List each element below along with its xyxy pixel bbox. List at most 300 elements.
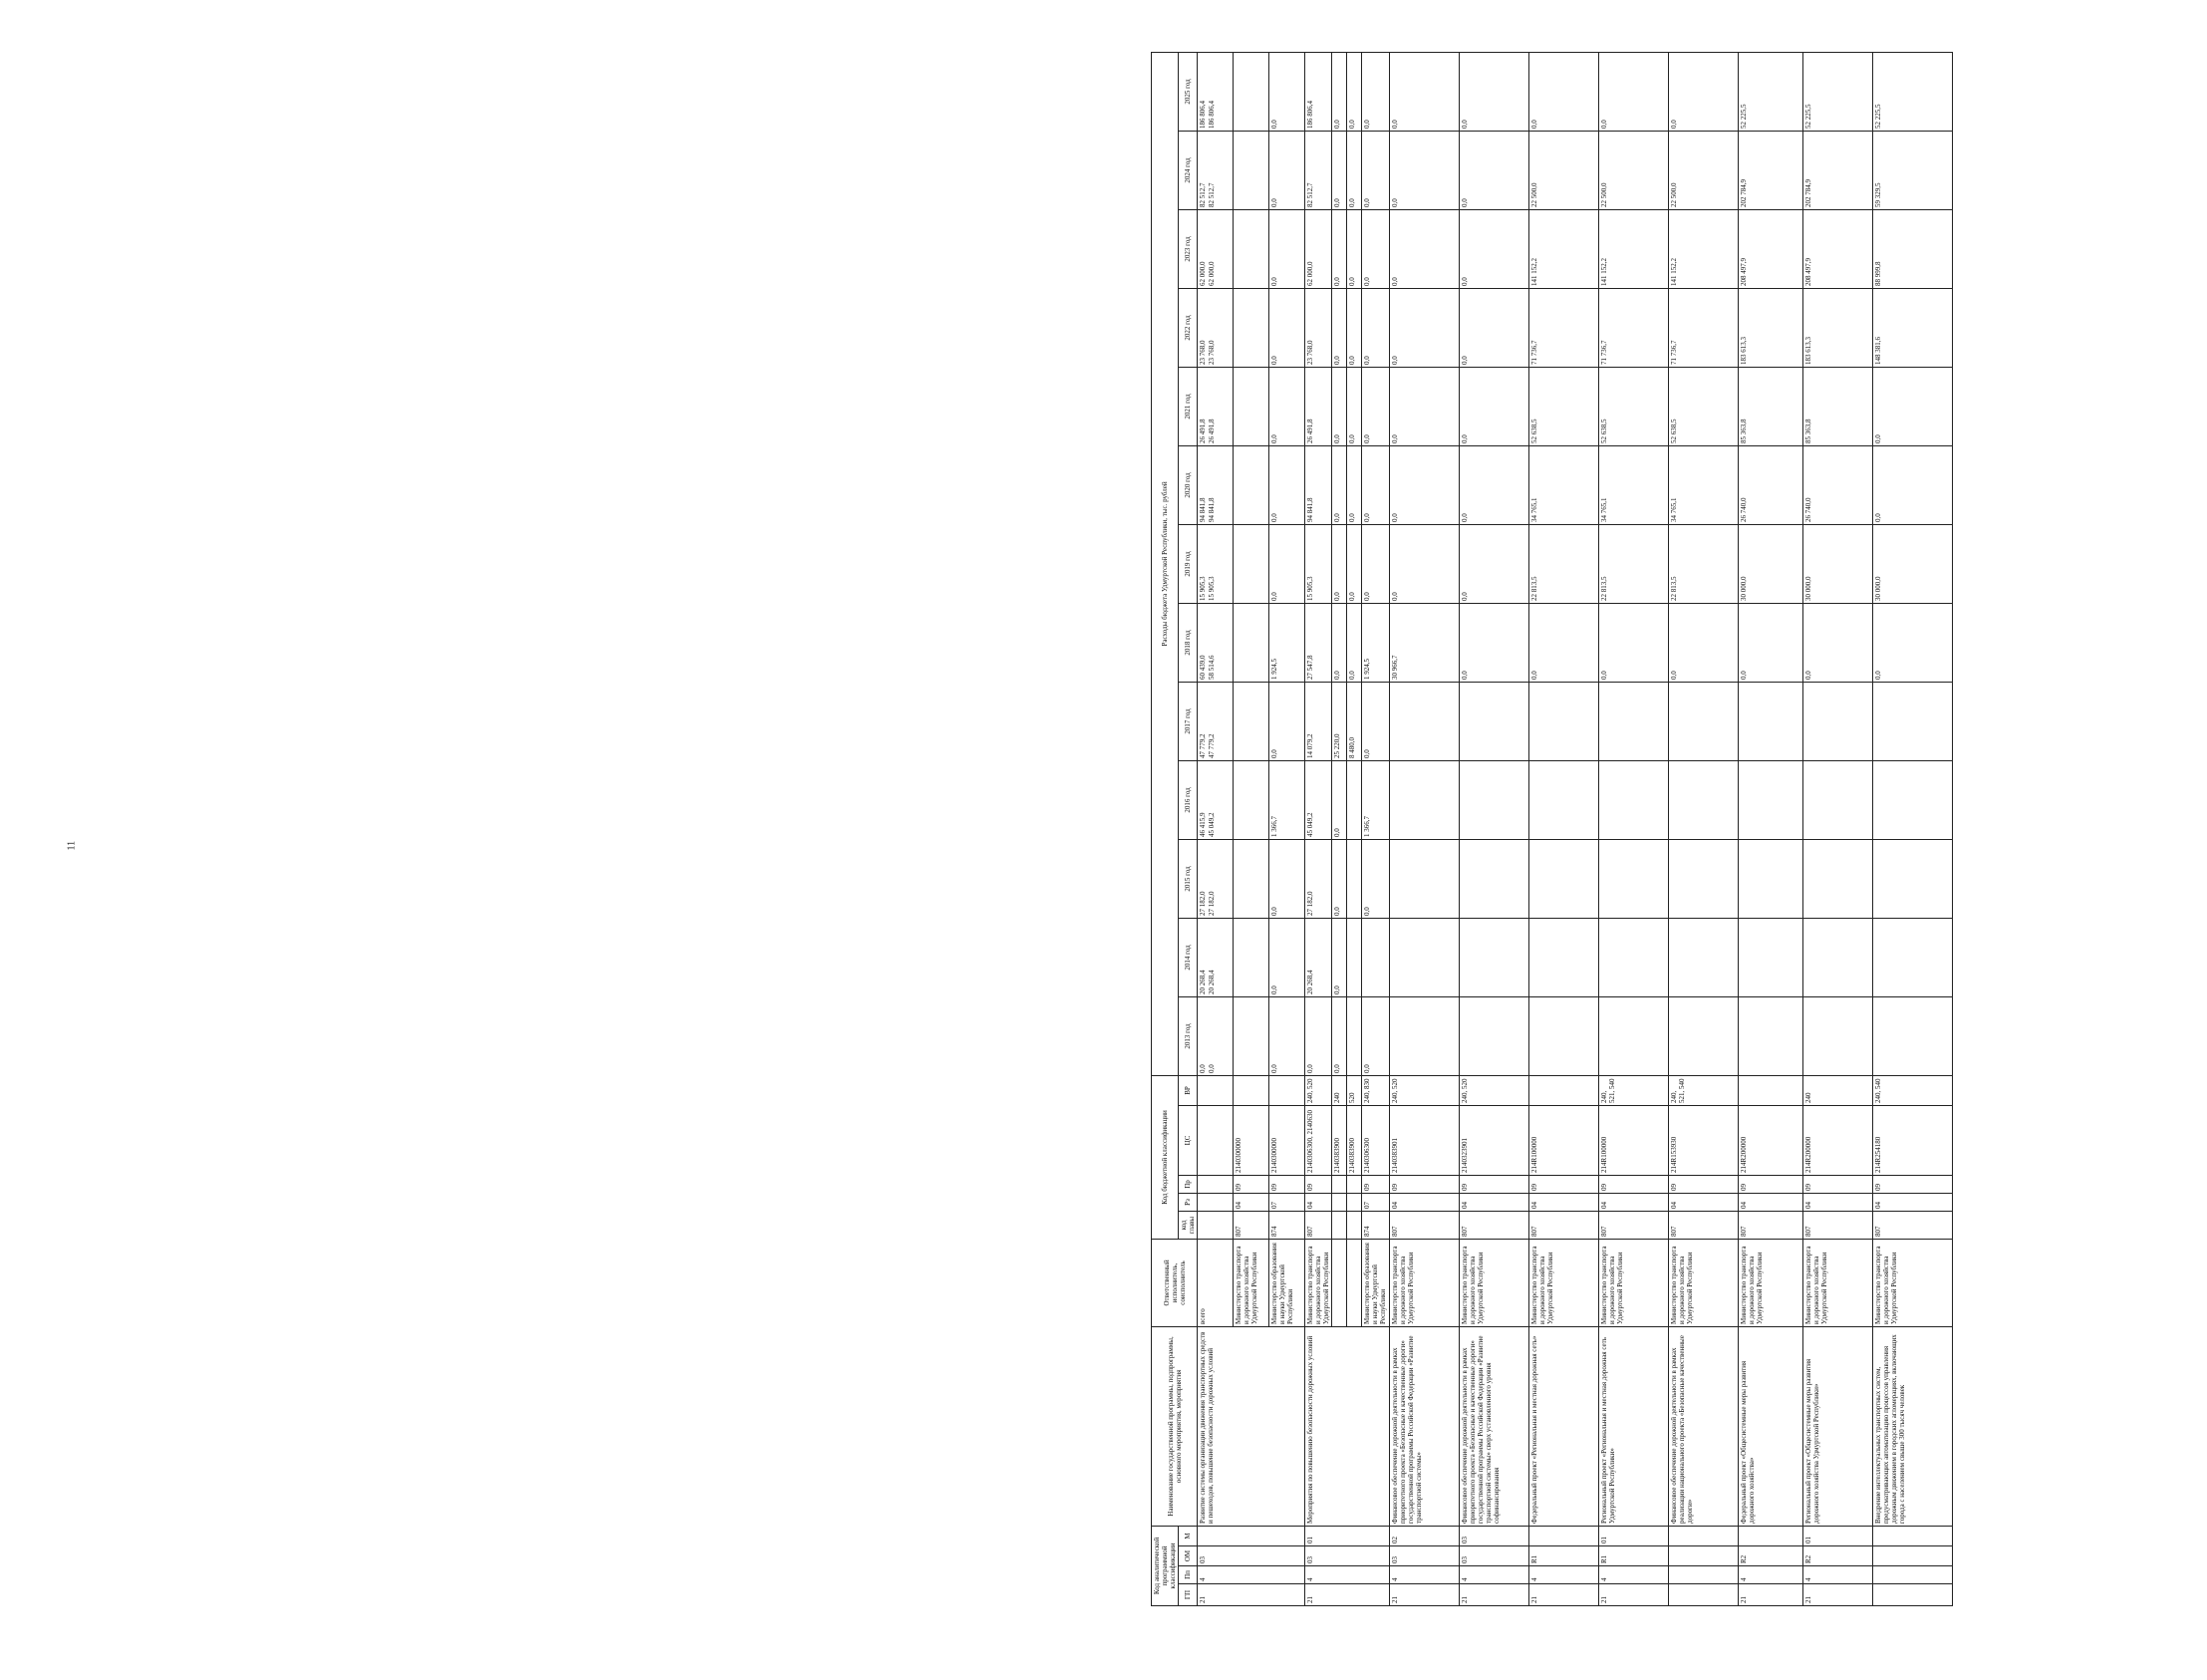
pp-cell: 4: [1198, 1566, 1305, 1584]
executor-cell: всего: [1198, 1239, 1234, 1326]
value-line: 0,0: [1390, 592, 1399, 601]
value-line: 26 491,8: [1306, 419, 1315, 443]
value-cell: [1332, 367, 1347, 445]
value-line: 0,0: [1348, 356, 1357, 365]
value-cell: [1802, 52, 1872, 131]
value-cell: [1598, 760, 1668, 839]
value-line: 0,0: [1333, 985, 1342, 994]
year-header: 2017 год: [1179, 682, 1198, 760]
value-line: 0,0: [1599, 120, 1608, 129]
value-cell: [1389, 52, 1459, 131]
value-cell: [1269, 996, 1305, 1075]
value-cell: [1234, 445, 1269, 524]
year-header: 2015 год: [1179, 839, 1198, 918]
value-cell: [1198, 996, 1234, 1075]
value-line: 71 736,7: [1529, 340, 1538, 365]
value-cell: [1269, 524, 1305, 603]
value-line: 0,0: [1363, 434, 1372, 443]
value-cell: [1459, 996, 1528, 1075]
value-line: 22 500,0: [1669, 182, 1678, 207]
cs-cell: 214R100000: [1598, 1105, 1668, 1175]
value-cell: [1269, 445, 1305, 524]
value-line: 0,0: [1599, 671, 1608, 680]
value-cell: [1269, 760, 1305, 839]
value-line: 23 768,0: [1207, 340, 1216, 365]
cs-cell: 2140383901: [1389, 1105, 1459, 1175]
value-cell: [1738, 131, 1802, 209]
value-line: 0,0: [1460, 513, 1469, 522]
value-cell: [1198, 367, 1234, 445]
gp-cell: 21: [1198, 1584, 1305, 1606]
pp-cell: 4: [1738, 1566, 1802, 1584]
value-line: 0,0: [1333, 277, 1342, 286]
rz-cell: 04: [1738, 1193, 1802, 1211]
value-cell: [1362, 288, 1389, 367]
executor-cell: Министерство транспорта и дорожного хозяйства Удмуртской Республики: [1872, 1239, 1952, 1326]
value-cell: [1802, 918, 1872, 996]
value-cell: [1528, 524, 1598, 603]
om-cell: [1668, 1546, 1738, 1566]
value-line: 0,0: [1333, 513, 1342, 522]
value-cell: [1459, 918, 1528, 996]
value-cell: [1269, 367, 1305, 445]
value-line: 46 415,9: [1199, 812, 1208, 837]
glava-cell: 807: [1305, 1211, 1332, 1239]
vr-cell: [1738, 1075, 1802, 1105]
value-cell: [1459, 760, 1528, 839]
value-line: 0,0: [1460, 277, 1469, 286]
value-line: 82 512,7: [1306, 182, 1315, 207]
pr-cell: 09: [1269, 1175, 1305, 1193]
executor-header: Ответственный исполнитель, соисполнитель: [1152, 1239, 1198, 1326]
value-cell: [1459, 209, 1528, 288]
value-line: 0,0: [1363, 356, 1372, 365]
value-line: 0,0: [1348, 120, 1357, 129]
value-cell: [1738, 839, 1802, 918]
value-line: 8 480,0: [1348, 736, 1357, 758]
cs-cell: 2140300000: [1269, 1105, 1305, 1175]
value-cell: [1528, 52, 1598, 131]
pr-cell: [1332, 1175, 1347, 1193]
value-cell: [1305, 839, 1332, 918]
value-line: 0,0: [1270, 434, 1279, 443]
value-cell: [1738, 445, 1802, 524]
value-cell: [1872, 918, 1952, 996]
value-cell: [1362, 209, 1389, 288]
rz-cell: 04: [1234, 1193, 1269, 1211]
value-line: 0,0: [1363, 198, 1372, 207]
value-cell: [1668, 445, 1738, 524]
value-line: 0,0: [1333, 828, 1342, 837]
value-cell: [1598, 209, 1668, 288]
executor-cell: Министерство транспорта и дорожного хозяйства Удмуртской Республики: [1528, 1239, 1598, 1326]
value-line: 52 638,5: [1529, 419, 1538, 443]
value-cell: [1598, 445, 1668, 524]
value-cell: [1459, 603, 1528, 682]
value-cell: [1528, 288, 1598, 367]
value-line: 15 905,3: [1199, 576, 1208, 601]
program-name-cell: Федеральный проект «Общесистемные меры развития дорожного хозяйства»: [1738, 1326, 1802, 1526]
value-cell: [1234, 209, 1269, 288]
value-cell: [1598, 996, 1668, 1075]
value-cell: [1668, 760, 1738, 839]
value-line: 52 638,5: [1599, 419, 1608, 443]
value-line: 0,0: [1270, 277, 1279, 286]
value-line: 0,0: [1270, 985, 1279, 994]
value-cell: [1234, 839, 1269, 918]
rz-cell: 04: [1872, 1193, 1952, 1211]
table-body: [1198, 52, 1952, 1605]
executor-cell: Министерство транспорта и дорожного хозяйства Удмуртской Республики: [1305, 1239, 1332, 1326]
program-name-cell: Развитие системы организации движения транспортных средств и пешеходов, повышение безопасности дорожных условий: [1198, 1326, 1305, 1526]
pr-header: Пр: [1179, 1175, 1198, 1193]
value-cell: [1198, 682, 1234, 760]
expenses-header: Расходы бюджета Удмуртской Республики, тыс. рублей: [1152, 52, 1179, 1075]
value-cell: [1389, 367, 1459, 445]
value-line: 20 268,4: [1207, 970, 1216, 994]
pp-cell: 4: [1598, 1566, 1668, 1584]
value-cell: [1668, 918, 1738, 996]
value-cell: [1269, 209, 1305, 288]
value-line: 0,0: [1348, 592, 1357, 601]
glava-cell: [1198, 1211, 1234, 1239]
m-cell: 01: [1305, 1526, 1389, 1545]
value-cell: [1362, 131, 1389, 209]
rz-cell: 04: [1598, 1193, 1668, 1211]
value-line: 85 363,8: [1803, 419, 1812, 443]
value-line: 0,0: [1348, 198, 1357, 207]
executor-cell: Министерство транспорта и дорожного хозяйства Удмуртской Республики: [1389, 1239, 1459, 1326]
value-cell: [1738, 288, 1802, 367]
value-line: 0,0: [1390, 198, 1399, 207]
value-line: 26 491,8: [1207, 419, 1216, 443]
value-cell: [1738, 760, 1802, 839]
value-line: 0,0: [1270, 356, 1279, 365]
value-line: 0,0: [1669, 671, 1678, 680]
value-line: 0,0: [1270, 513, 1279, 522]
value-cell: [1872, 682, 1952, 760]
value-line: 71 736,7: [1599, 340, 1608, 365]
gp-cell: 21: [1528, 1584, 1598, 1606]
value-cell: [1528, 209, 1598, 288]
program-name-cell: Финансовое обеспечение дорожной деятельности в рамках приоритетного проекта «Безопасные и качественные дороги» государственной программы Российской Федерации «Развитие транспортной системы»: [1389, 1326, 1459, 1526]
value-cell: [1802, 839, 1872, 918]
value-line: 0,0: [1333, 592, 1342, 601]
value-cell: [1198, 288, 1234, 367]
value-line: 0,0: [1363, 592, 1372, 601]
value-cell: [1347, 682, 1362, 760]
value-cell: [1668, 839, 1738, 918]
m-cell: [1668, 1526, 1738, 1545]
value-line: 0,0: [1873, 671, 1882, 680]
rz-cell: 04: [1802, 1193, 1872, 1211]
rotated-table-container: [1151, 52, 2207, 1606]
executor-cell: Министерство транспорта и дорожного хозяйства Удмуртской Республики: [1459, 1239, 1528, 1326]
value-line: 52 225,5: [1803, 104, 1812, 129]
value-cell: [1305, 760, 1332, 839]
header-row-1: [1152, 52, 1179, 1605]
value-cell: [1802, 131, 1872, 209]
value-line: 34 765,1: [1529, 497, 1538, 522]
value-line: 141 152,2: [1599, 257, 1608, 286]
value-line: 148 381,6: [1873, 336, 1882, 365]
value-cell: [1347, 52, 1362, 131]
year-header: 2013 год: [1179, 996, 1198, 1075]
pr-cell: 09: [1305, 1175, 1332, 1193]
gp-cell: 21: [1598, 1584, 1668, 1606]
value-cell: [1802, 367, 1872, 445]
value-cell: [1668, 682, 1738, 760]
glava-cell: 807: [1668, 1211, 1738, 1239]
executor-cell: Министерство транспорта и дорожного хозяйства Удмуртской Республики: [1598, 1239, 1668, 1326]
program-name-cell: Мероприятия по повышению безопасности дорожных условий: [1305, 1326, 1389, 1526]
pr-cell: 09: [1738, 1175, 1802, 1193]
value-line: 0,0: [1333, 671, 1342, 680]
program-name-cell: Федеральный проект «Региональная и местная дорожная сеть»: [1528, 1326, 1598, 1526]
cs-cell: 214R254180: [1872, 1105, 1952, 1175]
table-row: [1305, 52, 1332, 1605]
gp-header: ГП: [1179, 1584, 1198, 1606]
vr-cell: 520: [1347, 1075, 1362, 1105]
value-line: 1 924,5: [1270, 658, 1279, 680]
value-line: 183 613,3: [1803, 336, 1812, 365]
value-line: 183 613,3: [1739, 336, 1748, 365]
year-header: 2023 год: [1179, 209, 1198, 288]
cs-cell: 214R153930: [1668, 1105, 1738, 1175]
value-line: 0,0: [1363, 120, 1372, 129]
value-line: 0,0: [1306, 1064, 1315, 1073]
value-line: 23 768,0: [1306, 340, 1315, 365]
value-line: 47 779,2: [1207, 733, 1216, 758]
value-cell: [1305, 52, 1332, 131]
value-cell: [1305, 131, 1332, 209]
rz-cell: 04: [1389, 1193, 1459, 1211]
vr-cell: 240, 830: [1362, 1075, 1389, 1105]
value-cell: [1362, 918, 1389, 996]
value-line: 0,0: [1348, 434, 1357, 443]
vr-cell: 240: [1802, 1075, 1872, 1105]
value-line: 22 813,5: [1669, 576, 1678, 601]
value-line: 62 000,0: [1199, 261, 1208, 286]
value-line: 30 000,0: [1803, 576, 1812, 601]
value-cell: [1528, 918, 1598, 996]
value-cell: [1332, 760, 1347, 839]
value-line: 1 366,7: [1363, 815, 1372, 837]
value-line: 0,0: [1739, 671, 1748, 680]
pp-cell: 4: [1802, 1566, 1872, 1584]
value-cell: [1389, 839, 1459, 918]
value-cell: [1269, 682, 1305, 760]
value-cell: [1738, 524, 1802, 603]
value-cell: [1198, 131, 1234, 209]
executor-cell: Министерство образования и науки Удмуртской Республики: [1269, 1239, 1305, 1326]
value-cell: [1598, 682, 1668, 760]
value-line: 0,0: [1460, 671, 1469, 680]
value-cell: [1872, 996, 1952, 1075]
glava-cell: 807: [1598, 1211, 1668, 1239]
year-header: 2021 год: [1179, 367, 1198, 445]
value-cell: [1598, 52, 1668, 131]
om-cell: 03: [1459, 1546, 1528, 1566]
value-cell: [1305, 918, 1332, 996]
value-cell: [1872, 760, 1952, 839]
value-cell: [1528, 603, 1598, 682]
value-line: 82 512,7: [1207, 182, 1216, 207]
value-cell: [1198, 209, 1234, 288]
value-line: 0,0: [1669, 120, 1678, 129]
value-cell: [1802, 682, 1872, 760]
value-line: 208 497,9: [1739, 257, 1748, 286]
value-cell: [1389, 524, 1459, 603]
vr-cell: 240, 521, 540: [1668, 1075, 1738, 1105]
value-cell: [1305, 288, 1332, 367]
value-line: 52 225,5: [1739, 104, 1748, 129]
cs-cell: 2140300000: [1234, 1105, 1269, 1175]
value-line: 20 268,4: [1199, 970, 1208, 994]
value-line: 0,0: [1873, 513, 1882, 522]
value-line: 202 784,9: [1739, 178, 1748, 207]
value-cell: [1234, 760, 1269, 839]
m-cell: [1872, 1526, 1952, 1545]
value-line: 0,0: [1270, 907, 1279, 916]
value-line: 0,0: [1270, 749, 1279, 758]
value-line: 0,0: [1333, 356, 1342, 365]
vr-cell: [1198, 1075, 1234, 1105]
pr-cell: 09: [1872, 1175, 1952, 1193]
value-cell: [1362, 445, 1389, 524]
value-line: 1 924,5: [1363, 658, 1372, 680]
value-line: 0,0: [1460, 120, 1469, 129]
year-header: 2025 год: [1179, 52, 1198, 131]
vr-cell: 240, 521, 540: [1598, 1075, 1668, 1105]
name-header: Наименование государственной программы, подпрограммы, основного мероприятия, мероприятия: [1152, 1326, 1198, 1526]
value-line: 82 512,7: [1199, 182, 1208, 207]
value-cell: [1389, 760, 1459, 839]
cs-cell: 214R200000: [1738, 1105, 1802, 1175]
value-cell: [1668, 131, 1738, 209]
value-line: 0,0: [1333, 434, 1342, 443]
gp-cell: [1668, 1584, 1738, 1606]
value-cell: [1332, 52, 1347, 131]
executor-cell: [1347, 1239, 1362, 1326]
table-row: [1389, 52, 1459, 1605]
value-line: 141 152,2: [1669, 257, 1678, 286]
value-cell: [1528, 131, 1598, 209]
value-line: 0,0: [1333, 198, 1342, 207]
om-cell: R1: [1528, 1546, 1598, 1566]
value-line: 186 806,4: [1199, 100, 1208, 129]
value-cell: [1872, 367, 1952, 445]
value-line: 20 268,4: [1306, 970, 1315, 994]
value-cell: [1802, 603, 1872, 682]
vr-cell: 240: [1332, 1075, 1347, 1105]
value-line: 1 366,7: [1270, 815, 1279, 837]
value-line: 0,0: [1348, 277, 1357, 286]
m-cell: [1738, 1526, 1802, 1545]
value-line: 47 779,2: [1199, 733, 1208, 758]
pp-cell: 4: [1459, 1566, 1528, 1584]
value-cell: [1332, 209, 1347, 288]
m-cell: [1528, 1526, 1598, 1545]
rz-cell: [1198, 1193, 1234, 1211]
value-cell: [1738, 603, 1802, 682]
value-cell: [1305, 367, 1332, 445]
vr-header: ВР: [1179, 1075, 1198, 1105]
glava-cell: 807: [1234, 1211, 1269, 1239]
glava-cell: 807: [1389, 1211, 1459, 1239]
value-line: 26 491,8: [1199, 419, 1208, 443]
value-line: 23 768,0: [1199, 340, 1208, 365]
value-line: 0,0: [1363, 513, 1372, 522]
value-cell: [1234, 524, 1269, 603]
value-line: 0,0: [1460, 434, 1469, 443]
m-header: М: [1179, 1526, 1198, 1545]
m-cell: 01: [1802, 1526, 1872, 1545]
year-header: 2014 год: [1179, 918, 1198, 996]
value-line: 22 500,0: [1529, 182, 1538, 207]
value-cell: [1738, 367, 1802, 445]
value-line: 34 765,1: [1669, 497, 1678, 522]
rz-cell: [1347, 1193, 1362, 1211]
program-name-cell: Финансовое обеспечение дорожной деятельности в рамках приоритетного проекта «Безопасные и качественные дороги» государственной программы Российской Федерации «Развитие транспортной системы» сверх установленного уровня софинансирования: [1459, 1326, 1528, 1526]
value-cell: [1598, 603, 1668, 682]
year-header: 2022 год: [1179, 288, 1198, 367]
pp-cell: [1668, 1566, 1738, 1584]
glava-header: код главы: [1179, 1211, 1198, 1239]
value-cell: [1872, 209, 1952, 288]
rz-header: Рз: [1179, 1193, 1198, 1211]
value-line: 94 841,8: [1199, 497, 1208, 522]
value-line: 27 547,8: [1306, 655, 1315, 680]
value-line: 0,0: [1333, 1064, 1342, 1073]
pr-cell: 09: [1459, 1175, 1528, 1193]
value-cell: [1668, 996, 1738, 1075]
om-cell: R2: [1738, 1546, 1802, 1566]
value-line: 26 740,0: [1739, 497, 1748, 522]
executor-cell: [1332, 1239, 1347, 1326]
value-cell: [1362, 839, 1389, 918]
value-cell: [1528, 760, 1598, 839]
cs-cell: 214R200000: [1802, 1105, 1872, 1175]
value-line: 0,0: [1363, 749, 1372, 758]
vr-cell: 240, 520: [1459, 1075, 1528, 1105]
cs-cell: 214R100000: [1528, 1105, 1598, 1175]
om-cell: 03: [1305, 1546, 1389, 1566]
value-cell: [1598, 524, 1668, 603]
value-line: 27 182,0: [1207, 891, 1216, 916]
value-cell: [1362, 760, 1389, 839]
value-cell: [1362, 524, 1389, 603]
om-cell: R1: [1598, 1546, 1668, 1566]
value-cell: [1347, 524, 1362, 603]
table-row: [1802, 52, 1872, 1605]
value-cell: [1362, 996, 1389, 1075]
value-cell: [1598, 918, 1668, 996]
value-cell: [1332, 603, 1347, 682]
om-cell: 03: [1198, 1546, 1305, 1566]
vr-cell: 240, 520: [1305, 1075, 1332, 1105]
value-cell: [1332, 288, 1347, 367]
pr-cell: 09: [1528, 1175, 1598, 1193]
value-cell: [1347, 760, 1362, 839]
value-line: 62 000,0: [1306, 261, 1315, 286]
value-cell: [1389, 131, 1459, 209]
value-line: 186 806,4: [1207, 100, 1216, 129]
value-cell: [1389, 288, 1459, 367]
glava-cell: 874: [1362, 1211, 1389, 1239]
value-cell: [1459, 131, 1528, 209]
rz-cell: 04: [1528, 1193, 1598, 1211]
